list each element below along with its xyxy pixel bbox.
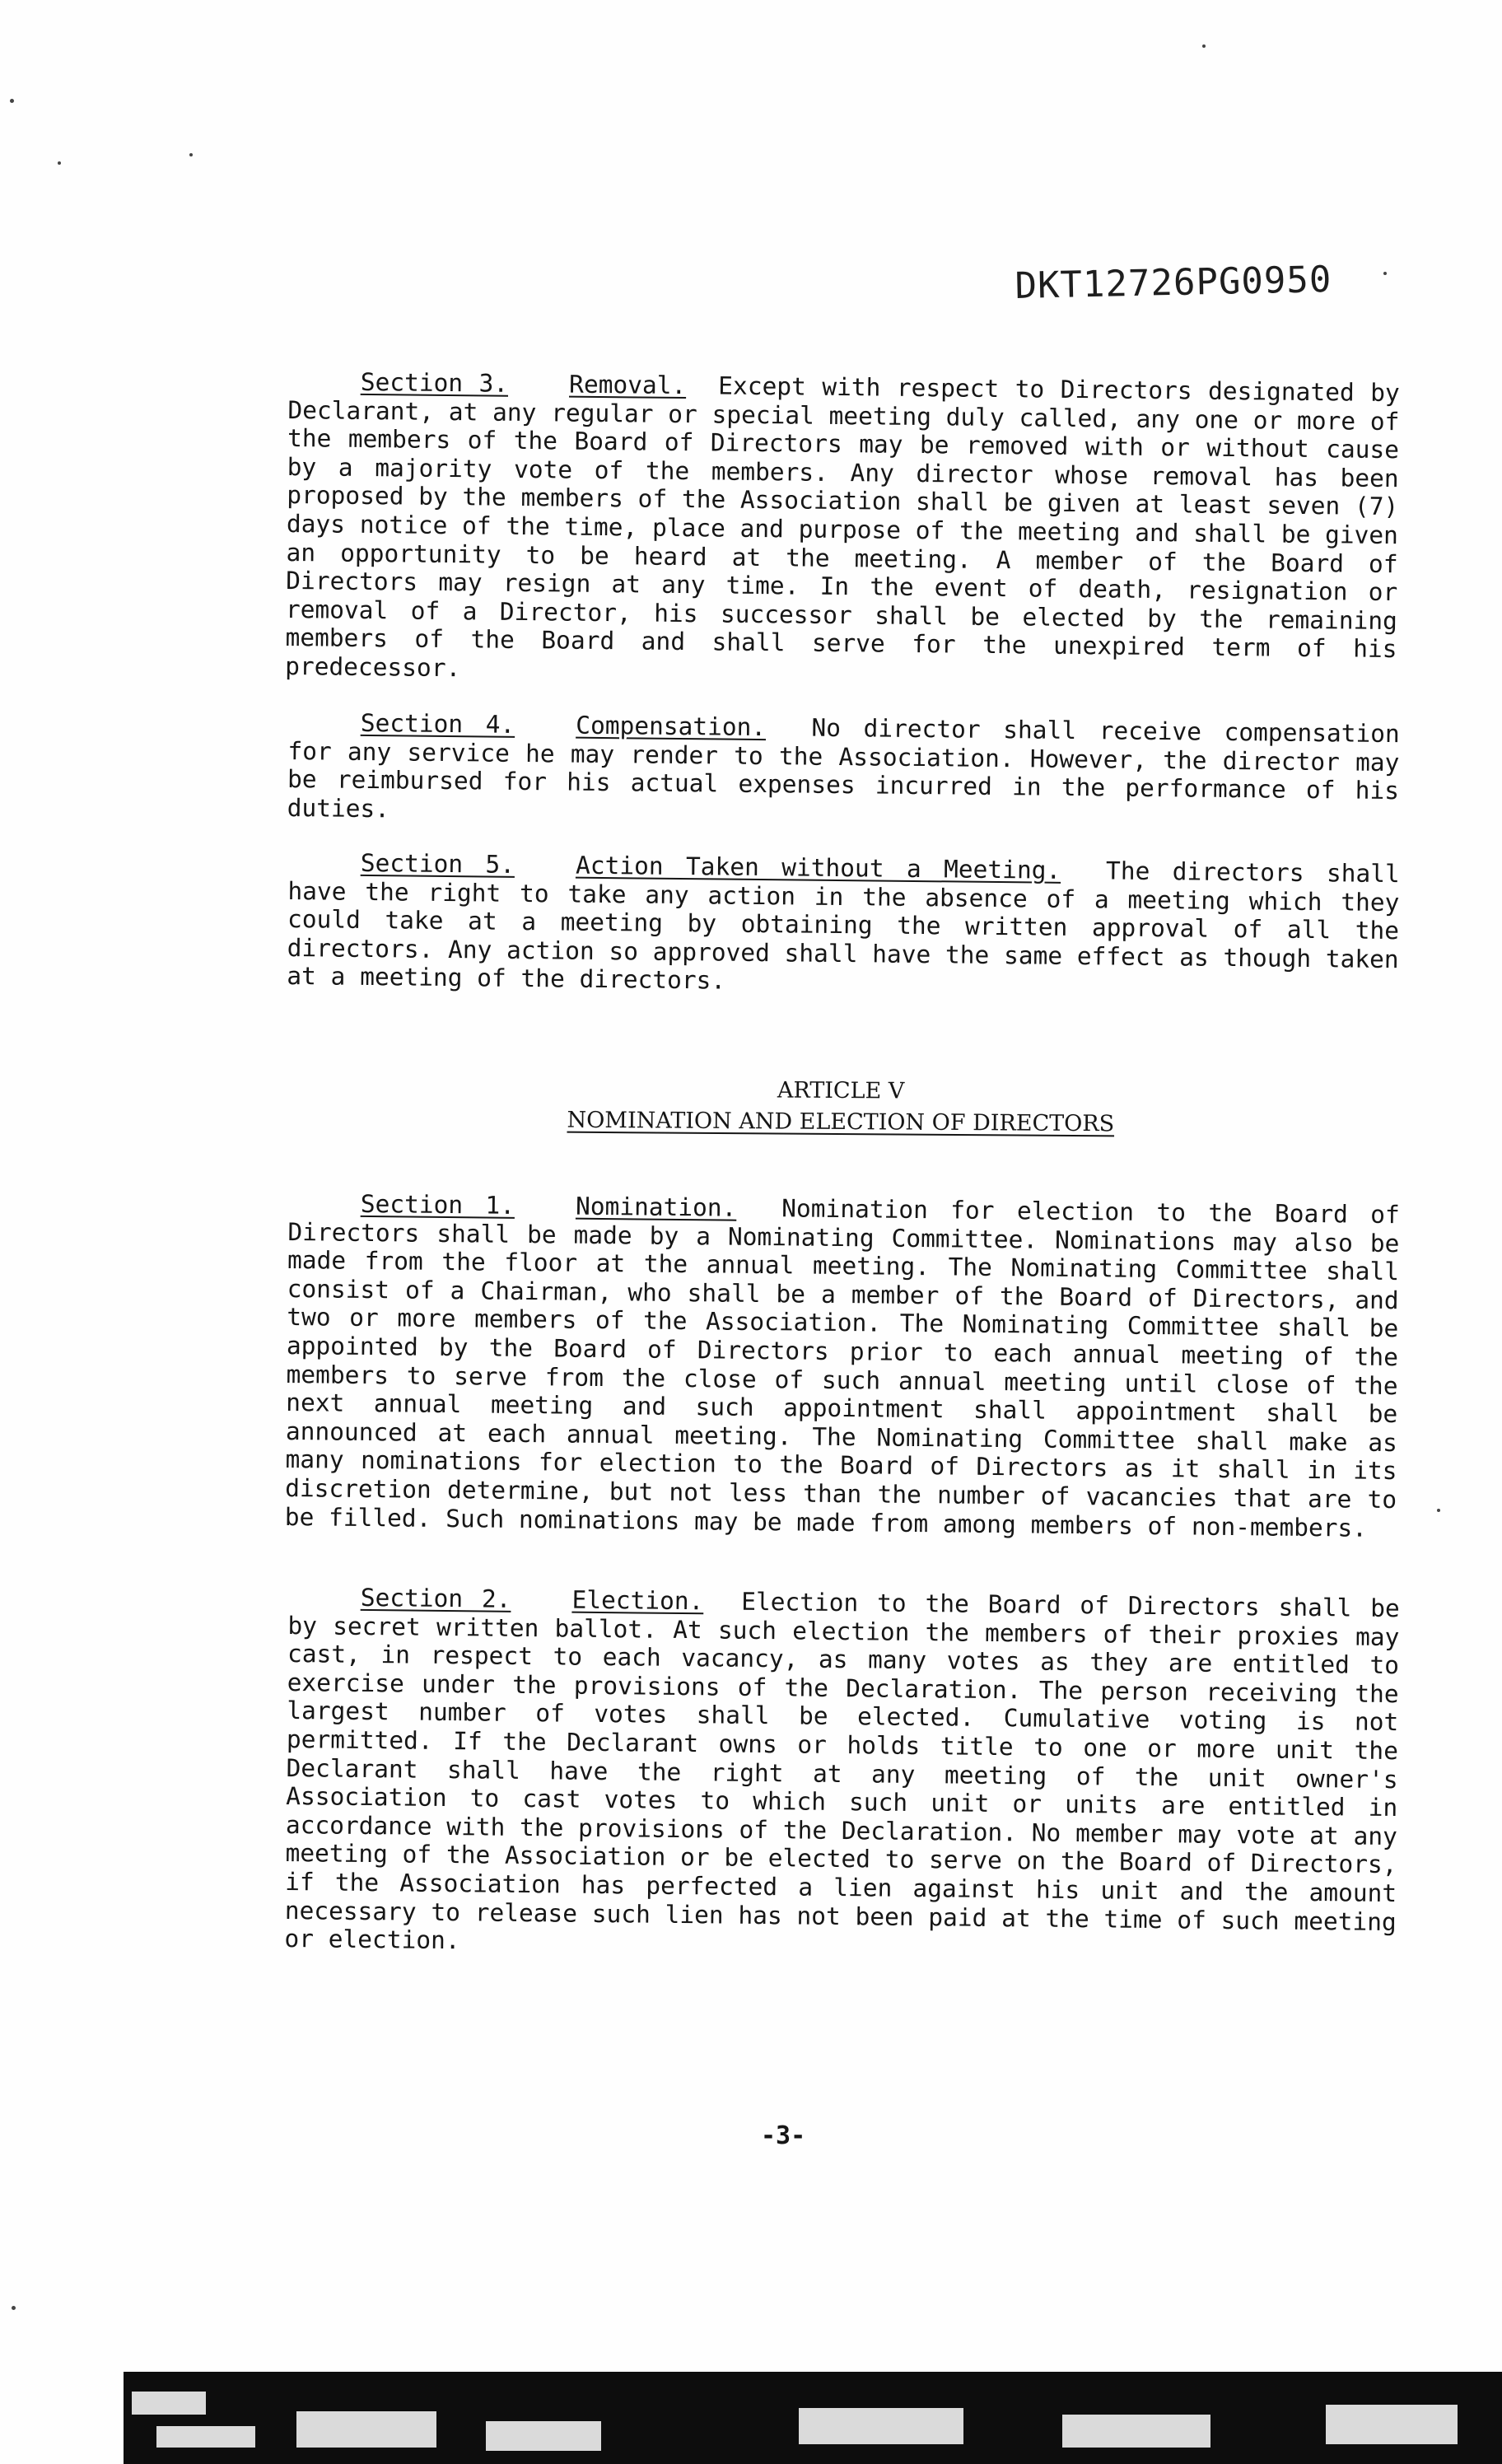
scan-speck [10, 99, 14, 103]
scan-noise [1062, 2415, 1210, 2448]
scan-speck [189, 153, 193, 156]
article-section-2-label: Section 2. [360, 1583, 511, 1613]
scan-speck [12, 2306, 16, 2310]
article-section-2 [284, 1583, 1400, 1965]
scan-edge-strip [124, 2372, 1502, 2464]
article-section-1-title: Nomination. [575, 1192, 737, 1222]
scan-speck [58, 161, 61, 165]
section-5 [287, 848, 1400, 1002]
section-4-label: Section 4. [360, 708, 515, 739]
scan-noise [132, 2392, 206, 2415]
section-3-text: Except with respect to Directors designated by Declarant, at any regular or special meeting duly called, any one or more of the members of the Board of Directors may be removed with or without cause by a majority vote of the members. Any director whose removal has been proposed by the members of the Association shall be given at least seven (7) days notice of the time, place and purpose of the meeting and shall be given an opportunity to be heard at the meeting. A member of the Board of Directors may resign at any time. In the event of death, resignation or removal of a Director, his successor shall be elected by the remaining members of the Board and shall serve for the unexpired term of his predecessor. [285, 371, 1400, 683]
scan-speck [1383, 272, 1387, 275]
section-4 [287, 708, 1400, 834]
scan-noise [296, 2411, 436, 2448]
section-3-title: Removal. [568, 370, 687, 400]
article-section-2-title: Election. [571, 1585, 704, 1616]
article-section-2-text: Election to the Board of Directors shall be by secret written ballot. At such election the members of their proxies may cast, in respect to each vacancy, as many votes as they are entitled to exercise under the provisions of the Declaration. The person receiving the largest number of votes shall be elected. Cumulative voting is not permitted. If the Declarant owns or holds title to one or more unit the Declarant shall have the right at any meeting of the unit owner's Association to cast votes to which such unit or units are entitled in accordance with the provisions of the Declaration. No member may vote at any meeting of the Association or be elected to serve on the Board of Directors, if the Association has perfected a lien against his unit and the amount necessary to release such lien has not been paid at the time of such meeting or election. [284, 1587, 1400, 1955]
page-number: -3- [761, 2121, 806, 2150]
section-3 [285, 367, 1400, 693]
article-section-1 [285, 1189, 1400, 1542]
section-3-label: Section 3. [360, 367, 509, 398]
scan-noise [799, 2408, 963, 2444]
scan-noise [156, 2426, 255, 2448]
article-heading [288, 1071, 1393, 1141]
scan-noise [1326, 2405, 1458, 2444]
scan-speck [1437, 1509, 1440, 1512]
section-4-text: No director shall receive compensation for any service he may render to the Association. However, the director may be reimbursed for his actual expenses incurred in the performance of his duties. [287, 713, 1400, 824]
section-5-label: Section 5. [360, 848, 515, 879]
article-section-1-label: Section 1. [360, 1189, 515, 1220]
article-section-1-text: Nomination for election to the Board of Directors shall be made by a Nominating Committee. Nominations may also be made from the floor at the annual meeting. The Nominating Committee shall consist of a Chairman, who shall be a member of the Board of Directors, and two or more members of the Association. The Nominating Committee shall be appointed by the Board of Directors prior to each annual meeting of the members to serve from the close of such annual meeting until close of the next annual meeting and such appointment shall appointment shall be announced at each annual meeting. The Nominating Committee shall make as many nominations for election to the Board of Directors as it shall in its discretion determine, but not less than the number of vacancies that are to be filled. Such nominations may be made from among members of non-members. [284, 1194, 1400, 1542]
section-4-title: Compensation. [576, 711, 767, 742]
section-5-title: Action Taken without a Meeting. [575, 851, 1061, 884]
docket-stamp: DKT12726PG0950 [1015, 258, 1332, 307]
scan-speck [1202, 44, 1206, 48]
article-number: ARTICLE V [777, 1077, 905, 1104]
article-title: NOMINATION AND ELECTION OF DIRECTORS [567, 1107, 1115, 1137]
scan-noise [486, 2421, 601, 2451]
section-5-text: The directors shall have the right to take any action in the absence of a meeting which they could take at a meeting by obtaining the written approval of all the directors. Any action so approved shall have the same effect as though taken at a meeting of the directors. [287, 856, 1400, 995]
